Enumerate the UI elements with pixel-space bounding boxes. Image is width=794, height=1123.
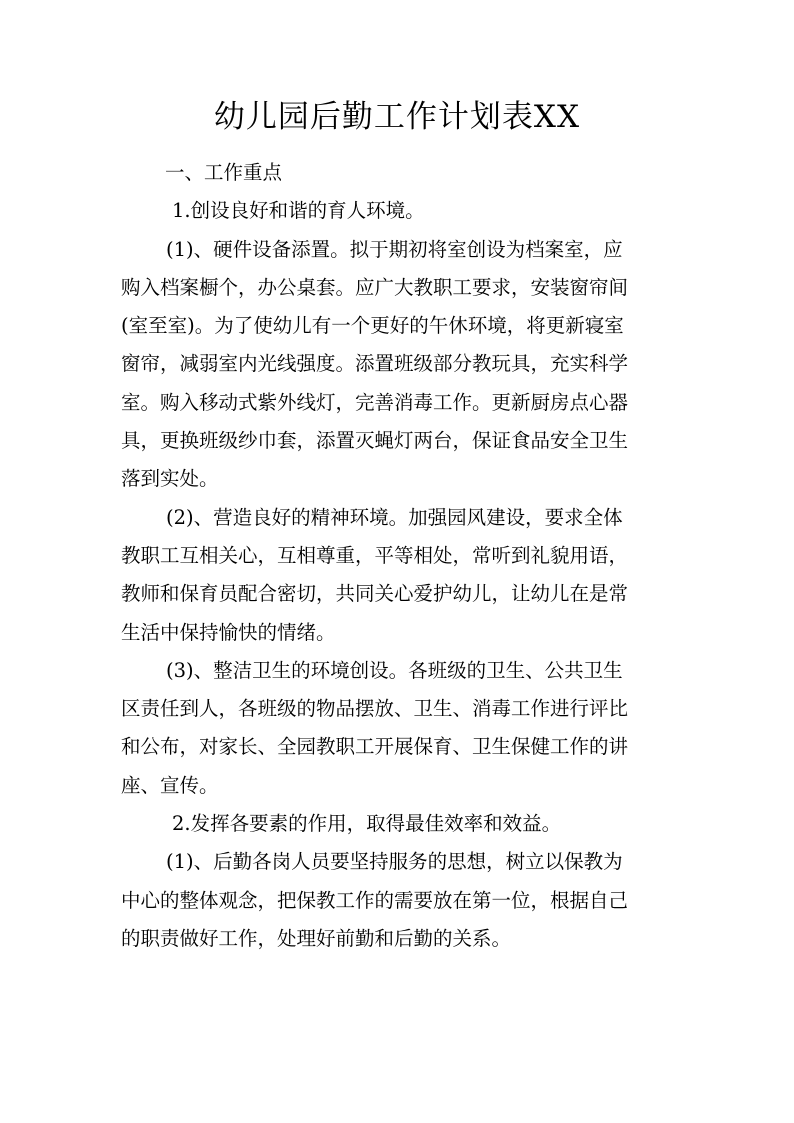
- paragraph-line: 生活中保持愉快的情绪。: [121, 620, 336, 644]
- paragraph-line: 座、宣传。: [121, 773, 219, 797]
- document-title: 幼儿园后勤工作计划表XX: [213, 99, 581, 135]
- paragraph-line: 教职工互相关心，互相尊重，平等相处，常听到礼貌用语，: [121, 543, 629, 567]
- paragraph-line: 窗帘，减弱室内光线强度。添置班级部分教玩具，充实科学: [121, 352, 629, 376]
- document-body: [121, 154, 677, 958]
- item-2-heading: 2.发挥各要素的作用，取得最佳效率和效益。: [172, 812, 562, 836]
- paragraph-line: 区责任到人，各班级的物品摆放、卫生、消毒工作进行评比: [121, 697, 629, 721]
- paragraph-line: (1)、后勤各岗人员要坚持服务的思想，树立以保教为: [166, 850, 623, 874]
- paragraph-line: 落到实处。: [121, 467, 219, 491]
- paragraph-line: (3)、整洁卫生的环境创设。各班级的卫生、公共卫生: [166, 658, 623, 682]
- paragraph-line: 具，更换班级纱巾套，添置灭蝇灯两台，保证食品安全卫生: [121, 429, 629, 453]
- paragraph-line: 购入档案橱个，办公桌套。应广大教职工要求，安装窗帘间: [121, 275, 629, 299]
- paragraph-line: (室至室)。为了使幼儿有一个更好的午休环境，将更新寝室: [121, 314, 624, 338]
- section-heading-work-focus: 一、工作重点: [165, 161, 283, 184]
- paragraph-line: 和公布，对家长、全园教职工开展保育、卫生保健工作的讲: [121, 735, 629, 759]
- paragraph-line: 教师和保育员配合密切，共同关心爱护幼儿，让幼儿在是常: [121, 582, 629, 606]
- item-1-heading: 1.创设良好和谐的育人环境。: [172, 199, 425, 223]
- paragraph-line: 的职责做好工作，处理好前勤和后勤的关系。: [121, 926, 512, 950]
- paragraph-line: (2)、营造良好的精神环境。加强园风建设，要求全体: [166, 505, 623, 529]
- paragraph-line: 室。购入移动式紫外线灯，完善消毒工作。更新厨房点心器: [121, 390, 629, 414]
- paragraph-line: (1)、硬件设备添置。拟于期初将室创设为档案室，应: [166, 237, 623, 261]
- paragraph-line: 中心的整体观念，把保教工作的需要放在第一位，根据自己: [121, 888, 629, 912]
